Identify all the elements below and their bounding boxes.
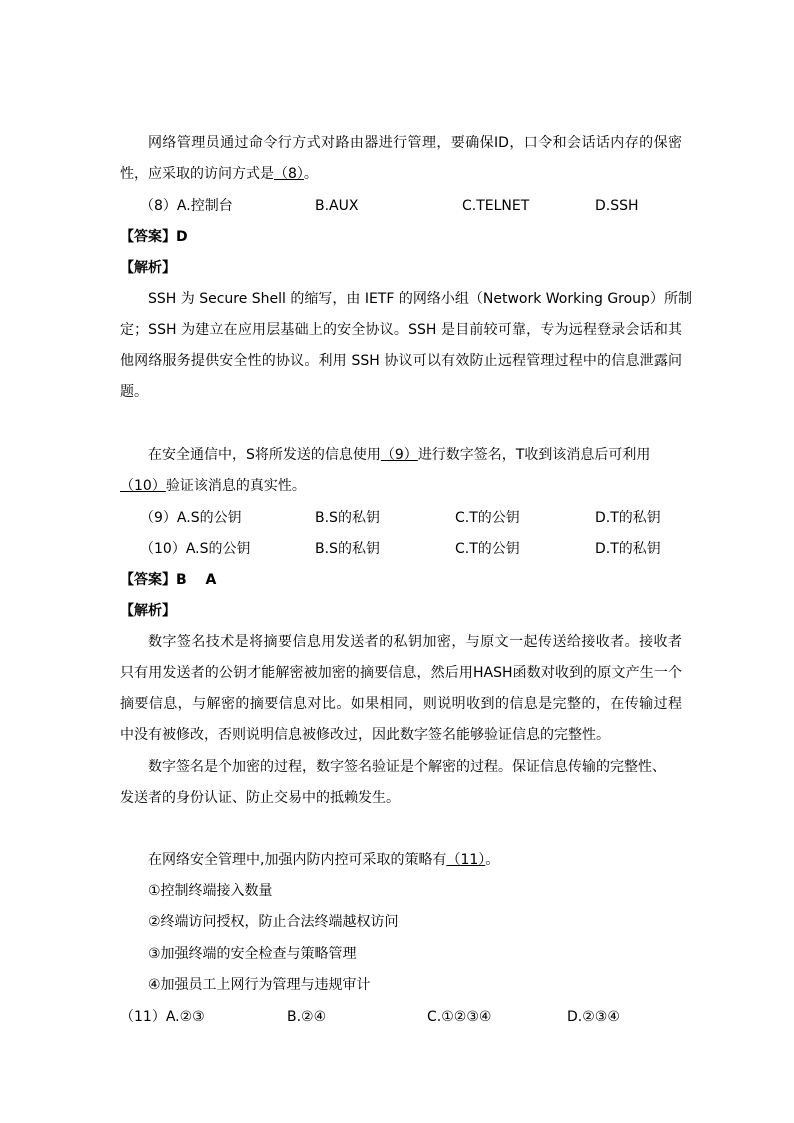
q11-item: ③加强终端的安全检查与策略管理 [148, 946, 357, 962]
q8-answer [120, 227, 682, 247]
q9-option-a: （9）A.S的公钥 [140, 510, 242, 526]
q11-option-c: C.①②③④ [427, 1009, 492, 1025]
q11-stem-text: 在网络安全管理中,加强内防内控可采取的策略有 [148, 852, 447, 868]
q8-option-c: C.TELNET [462, 198, 530, 214]
q8-analysis-line: 定；SSH 为建立在应用层基础上的安全协议。SSH 是目前较可靠，专为远程登录会话和其 [120, 322, 682, 338]
q9-analysis-line: 数字签名技术是将摘要信息用发送者的私钥加密，与原文一起传送给接收者。接收者 [148, 634, 682, 650]
q10-stem-text: 验证该消息的真实性。 [165, 478, 306, 494]
q9-analysis-line: 发送者的身份认证、防止交易中的抵赖发生。 [120, 790, 400, 806]
q10-option-a: （10）A.S的公钥 [140, 541, 251, 557]
q10-blank: （10） [120, 478, 166, 494]
q8-options [120, 196, 682, 216]
q9-analysis-label: 【解析】 [120, 603, 176, 619]
q8-stem-line2 [120, 164, 682, 184]
q8-option-b: B.AUX [315, 198, 359, 214]
q9-stem-text: 在安全通信中，S将所发送的信息使用 [148, 447, 381, 463]
q10-option-b: B.S的私钥 [315, 541, 380, 557]
answer-label: 【答案】 [120, 572, 176, 588]
q9-analysis-line: 数字签名是个加密的过程，数字签名验证是个解密的过程。保证信息传输的完整性、 [148, 759, 666, 775]
q8-analysis-label: 【解析】 [120, 260, 176, 276]
q10-options [120, 539, 682, 559]
q9-answer [120, 570, 682, 590]
q8-analysis-line: 他网络服务提供安全性的协议。利用 SSH 协议可以有效防止远程管理过程中的信息泄露问 [120, 353, 682, 369]
q9-stem-line2 [120, 476, 682, 496]
q8-blank: （8） [274, 166, 304, 182]
q8-analysis-line: SSH 为 Secure Shell 的缩写，由 IETF 的网络小组（Network Working Group）所制 [148, 291, 692, 307]
answer-value: D [176, 229, 188, 245]
answer-label: 【答案】 [120, 229, 176, 245]
q10-option-c: C.T的公钥 [455, 541, 520, 557]
q11-stem-end: 。 [485, 852, 500, 868]
q8-option-a: （8）A.控制台 [140, 198, 233, 214]
q8-stem-text: 性，应采取的访问方式是 [120, 166, 274, 182]
q11-option-d: D.②③④ [567, 1009, 620, 1025]
q11-options [120, 1007, 682, 1027]
q11-option-a: （11）A.②③ [120, 1009, 205, 1025]
q9-blank: （9） [380, 447, 418, 463]
q9-stem-text2: 进行数字签名，T收到该消息后可利用 [417, 447, 651, 463]
q8-stem-line1: 网络管理员通过命令行方式对路由器进行管理，要确保ID，口令和会话话内存的保密 [148, 135, 682, 151]
q11-stem [120, 850, 682, 870]
q9-analysis-line: 中没有被修改，否则说明信息被修改过，因此数字签名能够验证信息的完整性。 [120, 727, 610, 743]
answer-value: B A [176, 572, 217, 588]
q11-blank: （11） [446, 852, 486, 868]
q9-stem-line1 [120, 445, 682, 465]
q11-item: ①控制终端接入数量 [148, 883, 273, 899]
q9-option-b: B.S的私钥 [315, 510, 380, 526]
q8-option-d: D.SSH [595, 198, 639, 214]
q9-option-d: D.T的私钥 [595, 510, 661, 526]
q9-analysis-line: 只有用发送者的公钥才能解密被加密的摘要信息，然后用HASH函数对收到的原文产生一个 [120, 665, 682, 681]
q9-options [120, 508, 682, 528]
q11-option-b: B.②④ [287, 1009, 327, 1025]
q11-item: ②终端访问授权，防止合法终端越权访问 [148, 914, 399, 930]
q8-analysis-line: 题。 [120, 384, 148, 400]
q10-option-d: D.T的私钥 [595, 541, 661, 557]
q9-analysis-line: 摘要信息，与解密的摘要信息对比。如果相同，则说明收到的信息是完整的，在传输过程 [120, 696, 682, 712]
q8-stem-end: 。 [303, 166, 318, 182]
q9-option-c: C.T的公钥 [455, 510, 520, 526]
q11-item: ④加强员工上网行为管理与违规审计 [148, 977, 371, 993]
